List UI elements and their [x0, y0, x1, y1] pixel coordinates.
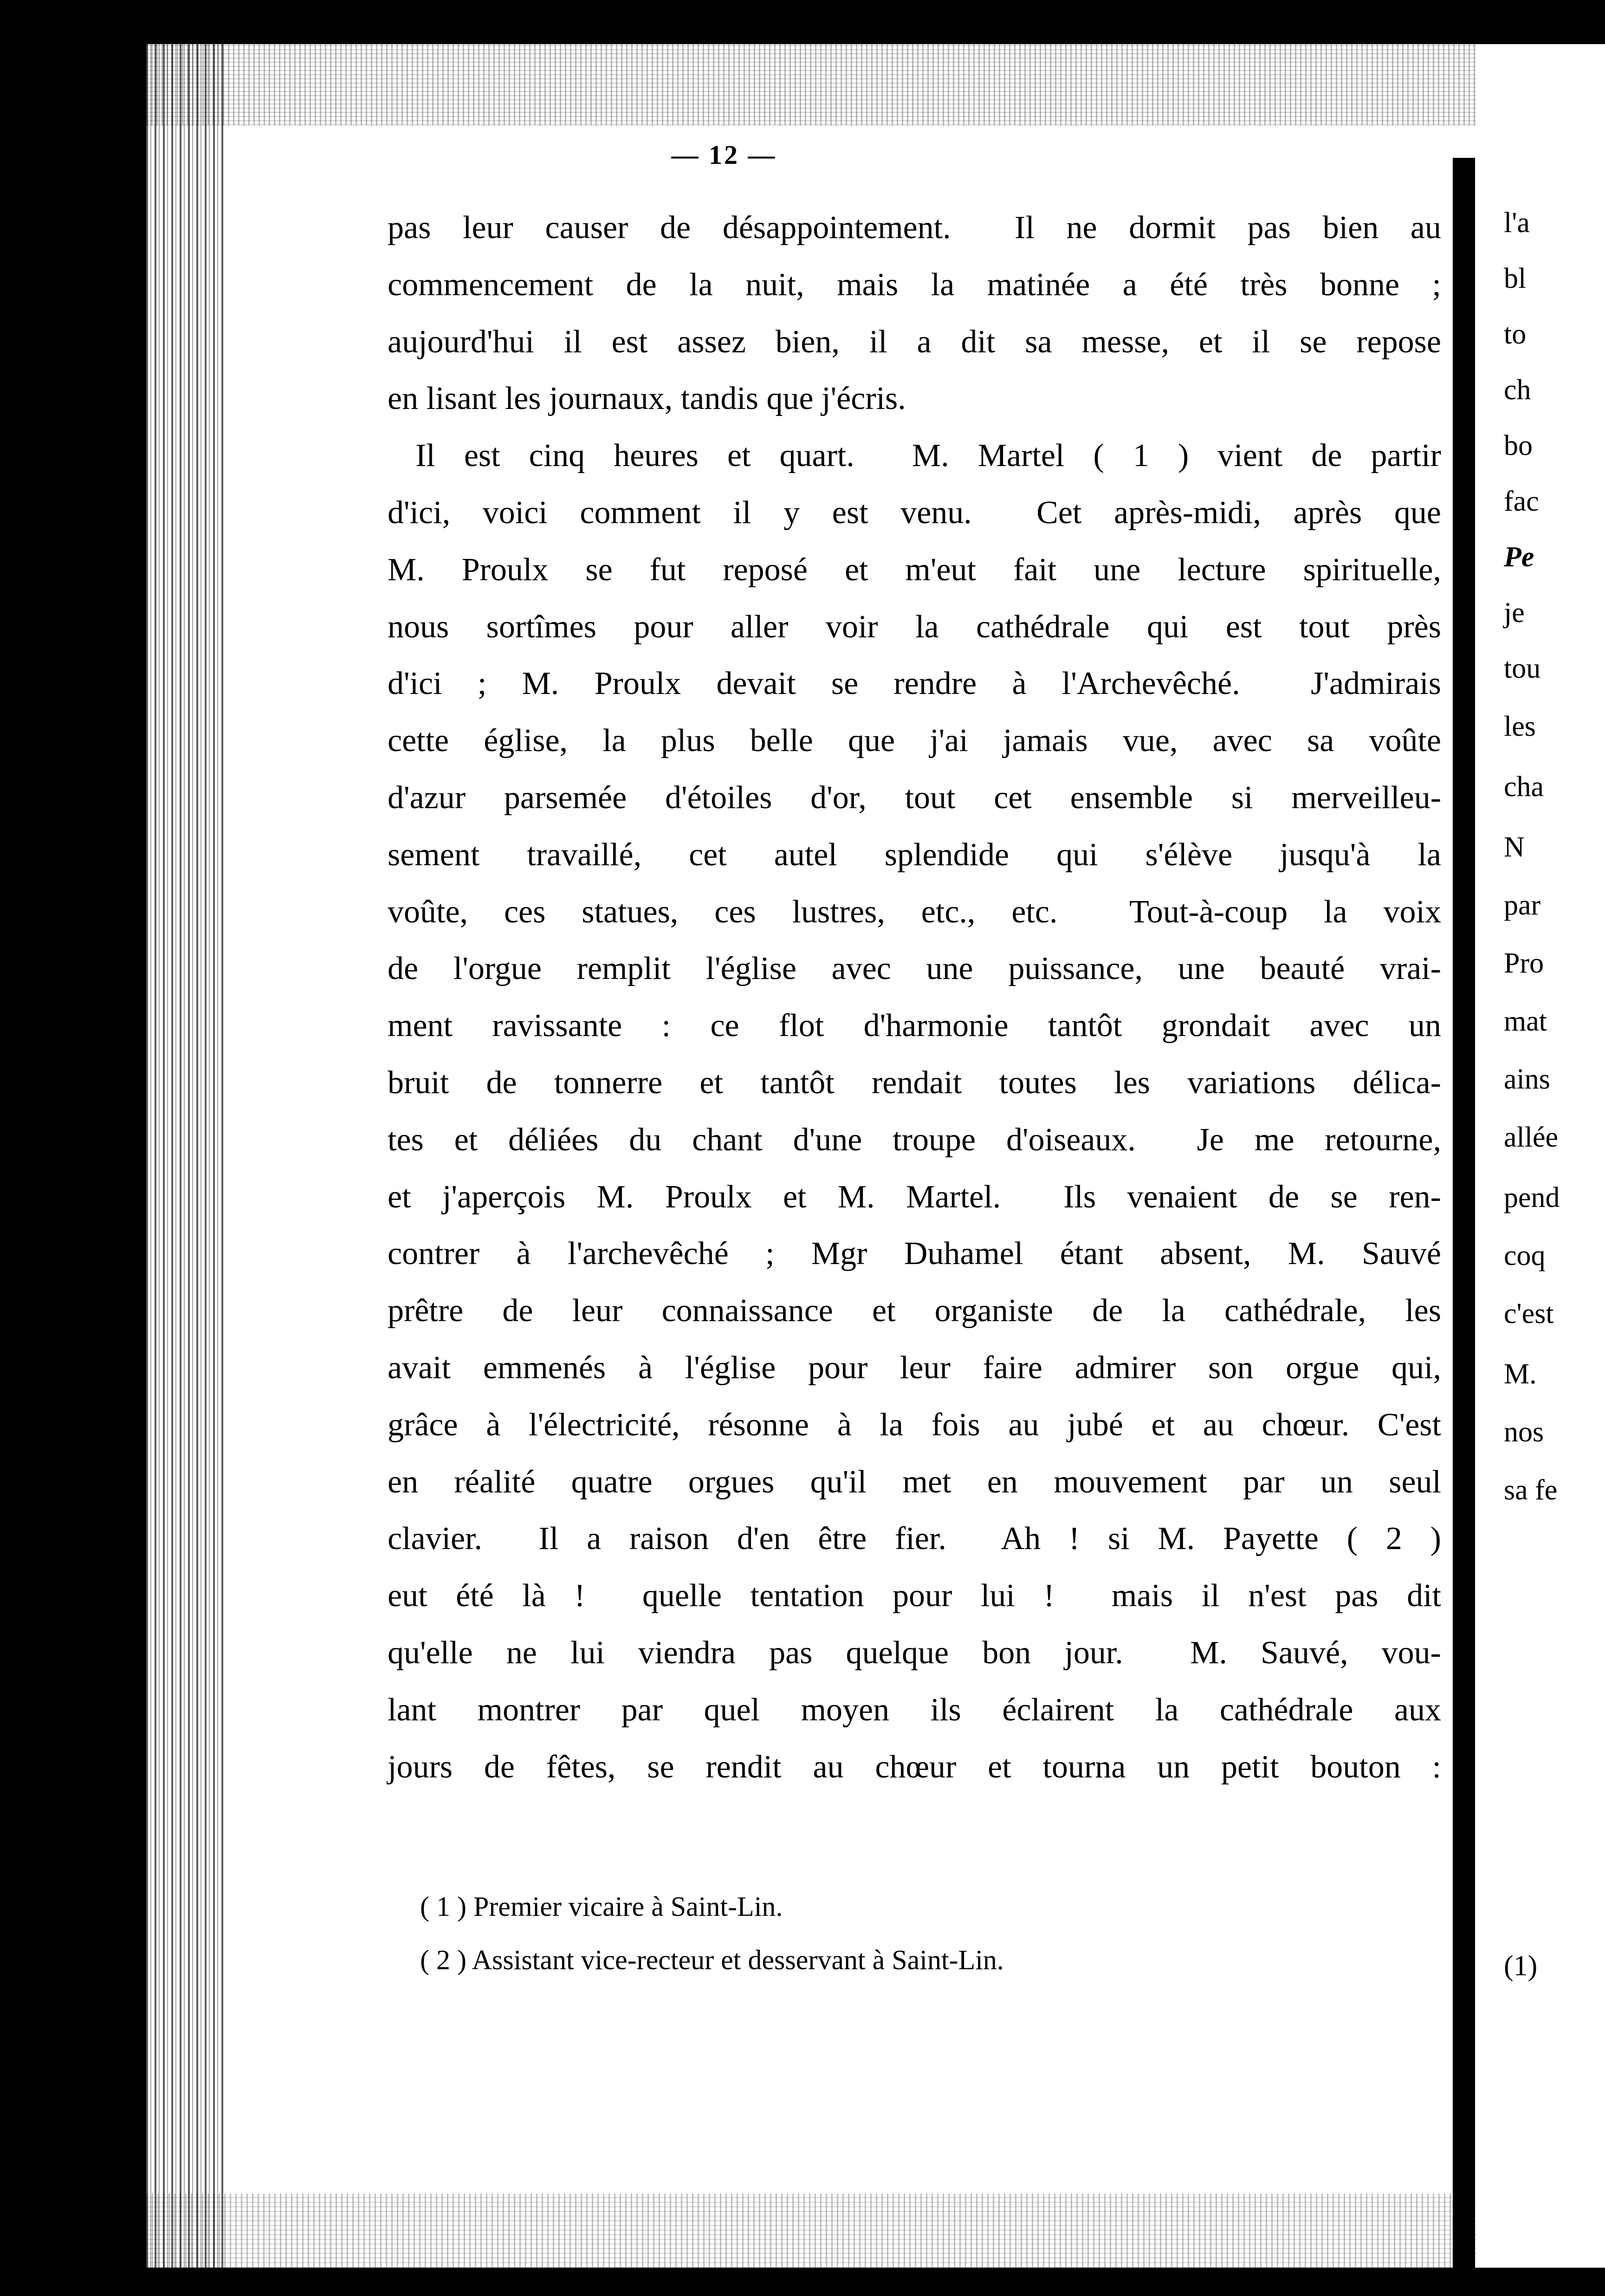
- text-line: aujourd'hui il est assez bien, il a dit sa messe, et il se repose: [388, 324, 1441, 360]
- right-page-fragment: to: [1504, 318, 1527, 350]
- right-page-fragment: bl: [1504, 263, 1527, 294]
- footnotes: [420, 1880, 1418, 1987]
- right-page-fragment: c'est: [1504, 1298, 1554, 1330]
- scan-noise-bottom: [146, 2193, 1529, 2268]
- text-line: nous sortîmes pour aller voir la cathédrale qui est tout près: [388, 609, 1441, 645]
- text-line: avait emmenés à l'église pour leur faire admirer son orgue qui,: [388, 1349, 1441, 1386]
- right-page-strip: [1476, 44, 1605, 2268]
- text-line: lant montrer par quel moyen ils éclairent la cathédrale aux: [388, 1692, 1441, 1728]
- text-line: contrer à l'archevêché ; Mgr Duhamel étant absent, M. Sauvé: [388, 1236, 1441, 1272]
- right-page-fragment: je: [1504, 597, 1525, 629]
- right-page-fragment: allée: [1504, 1122, 1559, 1153]
- text-line: commencement de la nuit, mais la matinée a été très bonne ;: [388, 266, 1441, 303]
- right-page-fragment: les: [1504, 711, 1536, 742]
- right-page-fragment: l'a: [1504, 207, 1530, 239]
- text-line: voûte, ces statues, ces lustres, etc., etc. Tout-à-coup la voix: [388, 894, 1441, 930]
- right-page-fragment: pend: [1504, 1182, 1560, 1213]
- text-line: grâce à l'électricité, résonne à la fois au jubé et au chœur. C'est: [388, 1407, 1441, 1443]
- text-line: sement travaillé, cet autel splendide qui s'élève jusqu'à la: [388, 837, 1441, 873]
- right-page-fragment: nos: [1504, 1416, 1544, 1448]
- text-line: et j'aperçois M. Proulx et M. Martel. Ils venaient de se ren-: [388, 1179, 1441, 1215]
- right-page-fragment: par: [1504, 889, 1541, 921]
- page-gutter: [1453, 158, 1475, 2268]
- text-line: clavier. Il a raison d'en être fier. Ah ! si M. Payette ( 2 ): [388, 1521, 1441, 1557]
- right-page-fragment: mat: [1504, 1005, 1547, 1037]
- right-page-fragment: N: [1504, 831, 1525, 863]
- footnote: ( 1 ) Premier vicaire à Saint-Lin.: [420, 1891, 783, 1922]
- text-line: en lisant les journaux, tandis que j'écris.: [388, 381, 906, 417]
- right-page-fragment: coq: [1504, 1240, 1546, 1271]
- text-line: cette église, la plus belle que j'ai jamais vue, avec sa voûte: [388, 723, 1441, 759]
- scan-noise-left: [146, 44, 225, 2268]
- text-line: en réalité quatre orgues qu'il met en mouvement par un seul: [388, 1464, 1441, 1500]
- text-line: jours de fêtes, se rendit au chœur et tourna un petit bouton :: [388, 1749, 1441, 1785]
- right-page-fragment: Pe: [1504, 541, 1534, 573]
- right-page-fragment: bo: [1504, 430, 1533, 461]
- text-line: qu'elle ne lui viendra pas quelque bon jour. M. Sauvé, vou-: [388, 1634, 1441, 1671]
- scan-noise-top: [146, 44, 1529, 125]
- text-line: d'ici ; M. Proulx devait se rendre à l'Archevêché. J'admirais: [388, 666, 1441, 702]
- text-line: de l'orgue remplit l'église avec une puissance, une beauté vrai-: [388, 951, 1441, 987]
- text-line: tes et déliées du chant d'une troupe d'oiseaux. Je me retourne,: [388, 1122, 1441, 1158]
- right-page-fragment: ch: [1504, 374, 1531, 406]
- text-line: ment ravissante : ce flot d'harmonie tantôt grondait avec un: [388, 1008, 1441, 1044]
- text-line: M. Proulx se fut reposé et m'eut fait une lecture spirituelle,: [388, 551, 1441, 588]
- right-page-fragment: fac: [1504, 486, 1539, 517]
- text-line: Il est cinq heures et quart. M. Martel ( 1 ) vient de partir: [415, 438, 1441, 474]
- right-page-fragment: cha: [1504, 771, 1544, 803]
- right-page-fragment: sa fe: [1504, 1474, 1558, 1506]
- right-page-fragment: tou: [1504, 653, 1541, 684]
- text-line: bruit de tonnerre et tantôt rendait toutes les variations délica-: [388, 1064, 1441, 1101]
- text-line: prêtre de leur connaissance et organiste de la cathédrale, les: [388, 1293, 1441, 1329]
- right-page-fragment: (1): [1504, 1950, 1538, 1982]
- right-page-fragment: M.: [1504, 1358, 1537, 1390]
- footnote: ( 2 ) Assistant vice-recteur et desservant à Saint-Lin.: [420, 1945, 1004, 1975]
- text-line: eut été là ! quelle tentation pour lui ! mais il n'est pas dit: [388, 1578, 1441, 1614]
- text-line: pas leur causer de désappointement. Il ne dormit pas bien au: [388, 210, 1441, 246]
- text-line: d'ici, voici comment il y est venu. Cet après-midi, après que: [388, 494, 1441, 531]
- page-number: — 12 —: [671, 140, 777, 170]
- body-text: [388, 200, 1441, 1796]
- right-page-fragment: ains: [1504, 1064, 1550, 1095]
- text-line: d'azur parsemée d'étoiles d'or, tout cet ensemble si merveilleu-: [388, 779, 1441, 816]
- right-page-fragment: Pro: [1504, 947, 1544, 979]
